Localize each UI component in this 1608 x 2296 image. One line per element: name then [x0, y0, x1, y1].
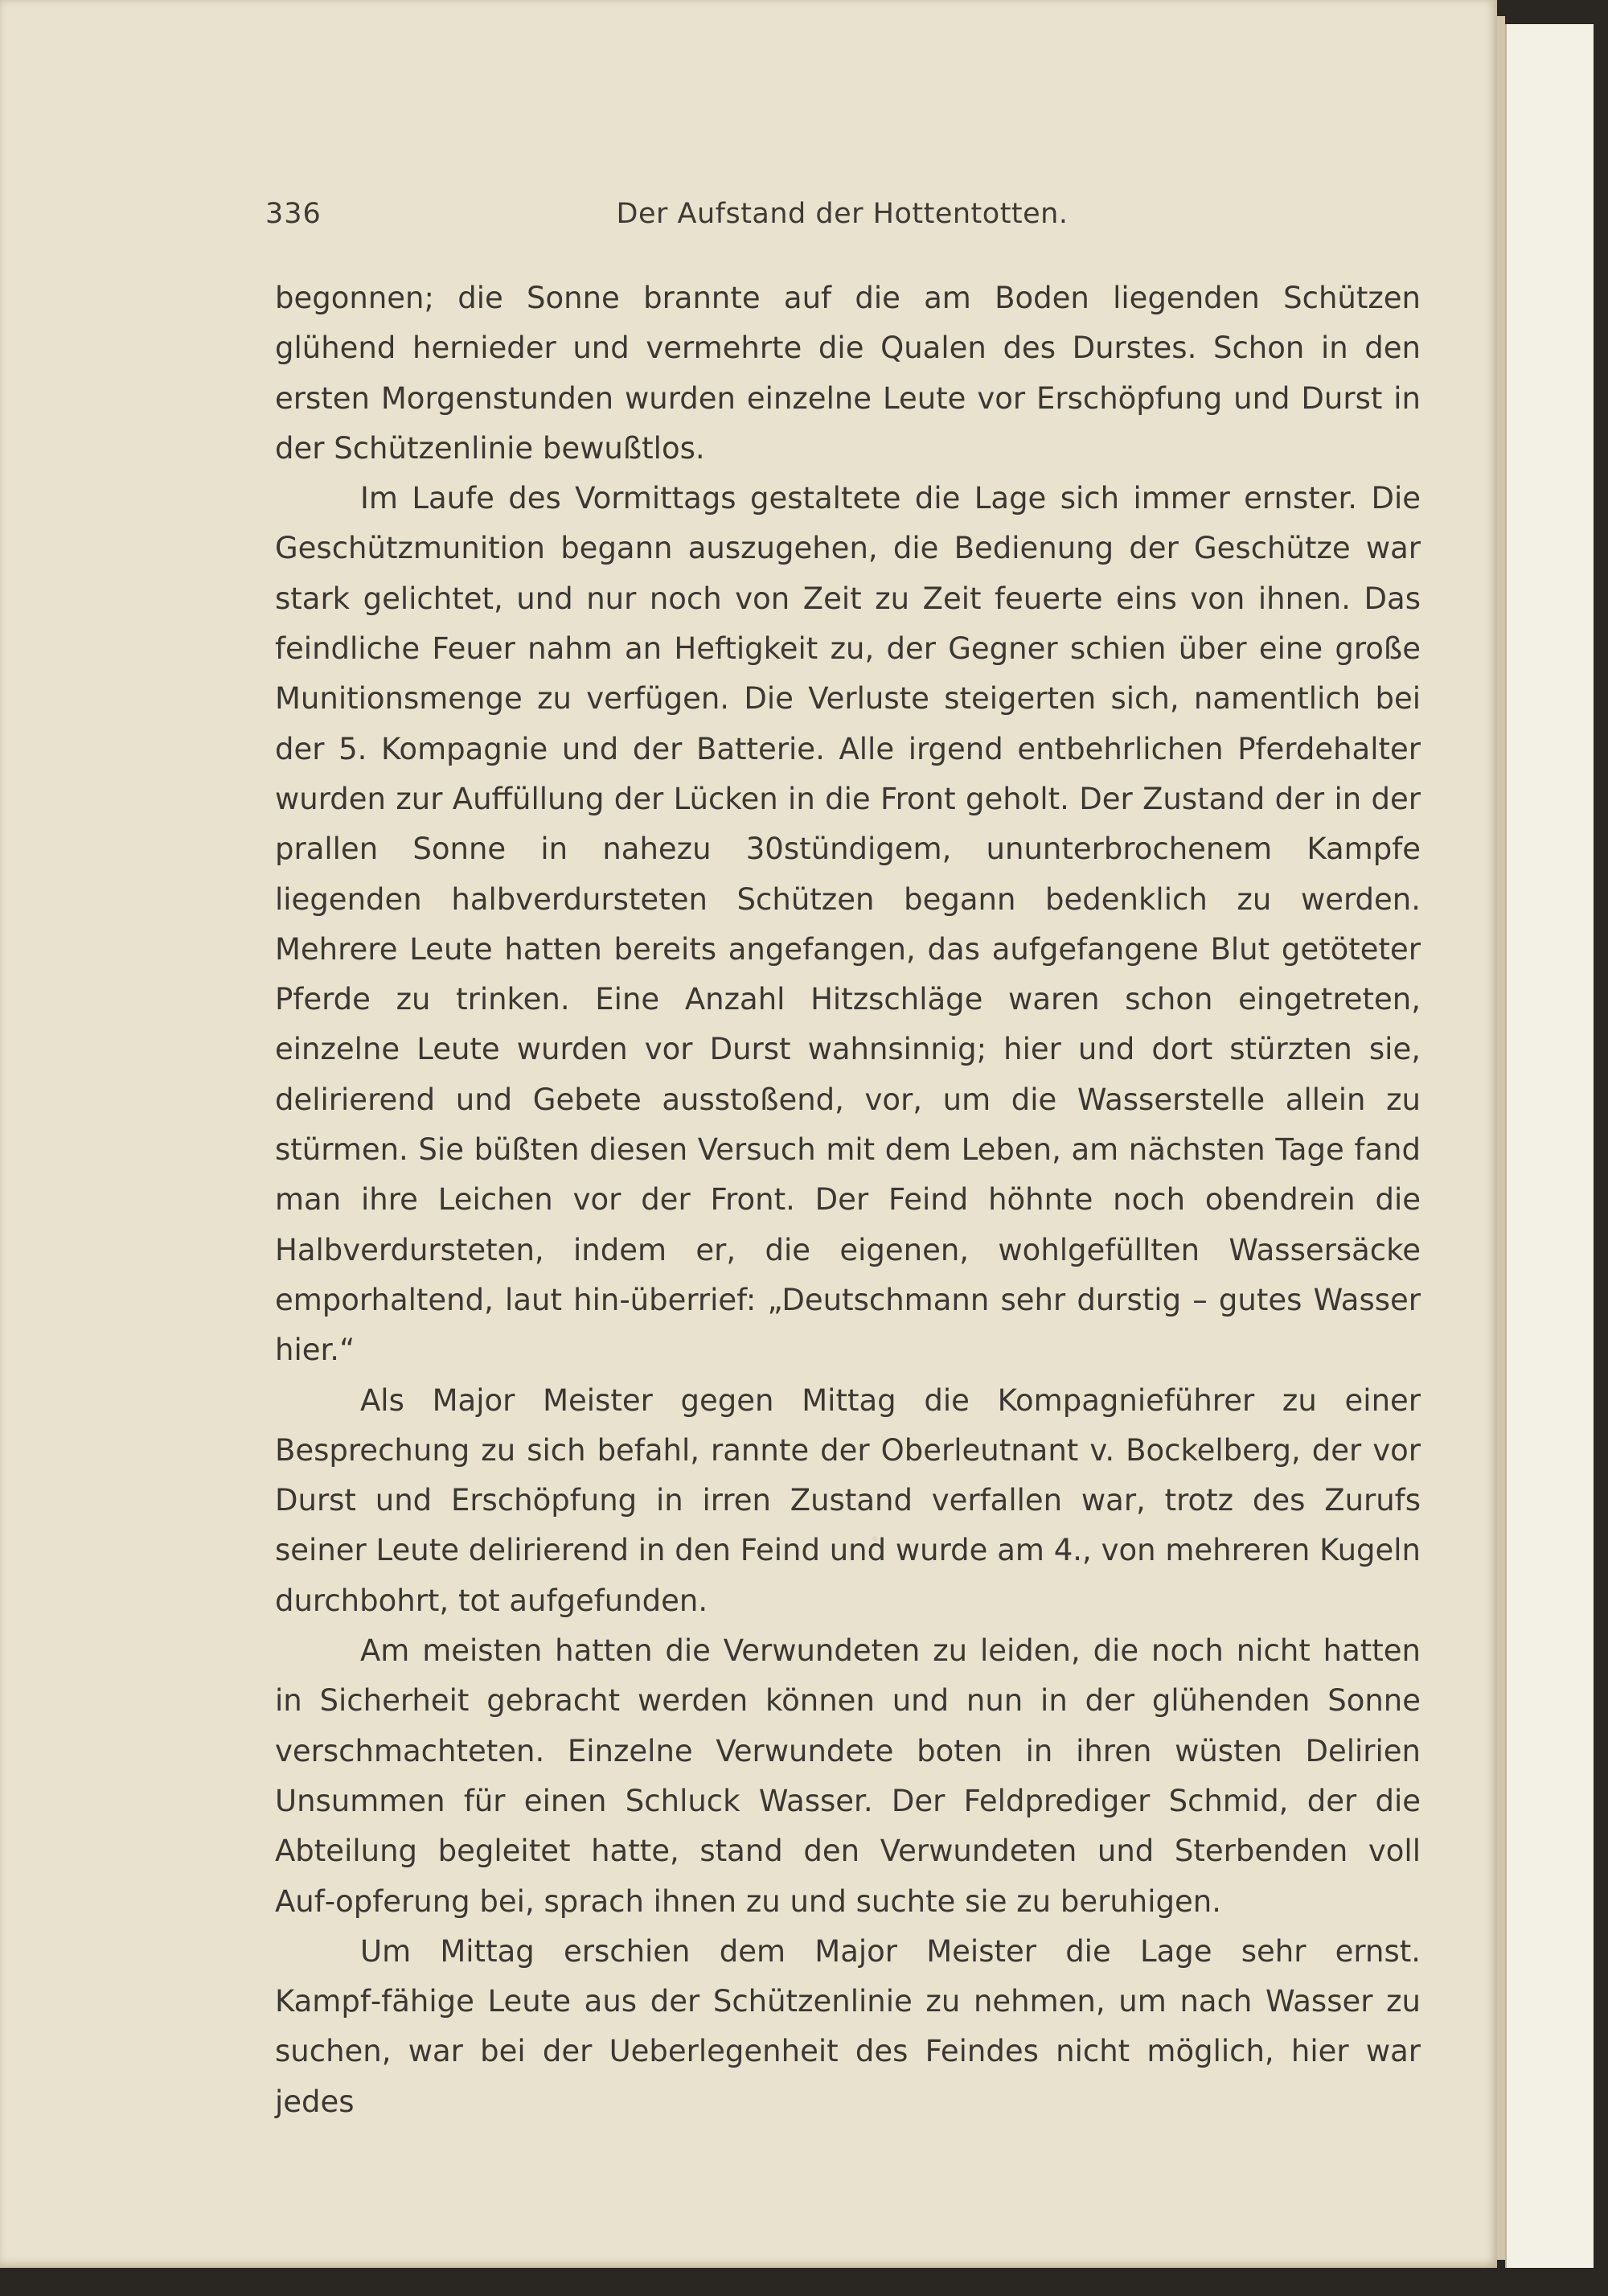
- body-text: [275, 273, 1421, 2127]
- running-title: Der Aufstand der Hottentotten.: [616, 198, 1069, 230]
- page-number: 336: [265, 198, 322, 230]
- paragraph: Im Laufe des Vormittags gestaltete die Lage sich immer ernster. Die Geschützmunition begann auszugehen, die Bedienung der Geschütze war stark gelichtet, und nur noch von Zeit zu Zeit feuerte eins von ihnen. Das feindliche Feuer nahm an Heftigkeit zu, der Gegner schien über eine große Munitionsmenge zu verfügen. Die Verluste steigerten sich, namentlich bei der 5. Kompagnie und der Batterie. Alle irgend entbehrlichen Pferdehalter wurden zur Auffüllung der Lücken in die Front geholt. Der Zustand der in der prallen Sonne in nahezu 30stündigem, ununterbrochenem Kampfe liegenden halbverdursteten Schützen begann bedenklich zu werden. Mehrere Leute hatten bereits angefangen, das aufgefangene Blut getöteter Pferde zu trinken. Eine Anzahl Hitzschläge waren schon eingetreten, einzelne Leute wurden vor Durst wahnsinnig; hier und dort stürzten sie, delirierend und Gebete ausstoßend, vor, um die Wasserstelle allein zu stürmen. Sie büßten diesen Versuch mit dem Leben, am nächsten Tage fand man ihre Leichen vor der Front. Der Feind höhnte noch obendrein die Halbverdursteten, indem er, die eigenen, wohlgefüllten Wassersäcke emporhaltend, laut hin‑überrief: „Deutschmann sehr durstig – gutes Wasser hier.“: [275, 481, 1421, 1368]
- adjacent-page-strip: [1505, 24, 1594, 2268]
- page-header: [265, 198, 1419, 236]
- paragraph: Als Major Meister gegen Mittag die Kompagnieführer zu einer Besprechung zu sich befahl, rannte der Oberleutnant v. Bockelberg, der vor Durst und Erschöpfung in irren Zustand verfallen war, trotz des Zurufs seiner Leute delirierend in den Feind und wurde am 4., von mehreren Kugeln durchbohrt, tot aufgefunden.: [275, 1382, 1421, 1618]
- paragraph: Um Mittag erschien dem Major Meister die Lage sehr ernst. Kampf‑fähige Leute aus der Schützenlinie zu nehmen, um nach Wasser zu suchen, war bei der Ueberlegenheit des Feindes nicht möglich, hier war jedes: [275, 1933, 1421, 2119]
- paragraph: begonnen; die Sonne brannte auf die am Boden liegenden Schützen glühend hernieder und vermehrte die Qualen des Durstes. Schon in den ersten Morgenstunden wurden einzelne Leute vor Erschöpfung und Durst in der Schützenlinie bewußtlos.: [275, 281, 1421, 466]
- page-edge: [1497, 16, 1505, 2260]
- paragraph: Am meisten hatten die Verwundeten zu leiden, die noch nicht hatten in Sicherheit gebracht werden können und nun in der glühenden Sonne verschmachteten. Einzelne Verwundete boten in ihren wüsten Delirien Unsummen für einen Schluck Wasser. Der Feldprediger Schmid, der die Abteilung begleitet hatte, stand den Verwundeten und Sterbenden voll Auf‑opferung bei, sprach ihnen zu und suchte sie zu beruhigen.: [275, 1633, 1421, 1919]
